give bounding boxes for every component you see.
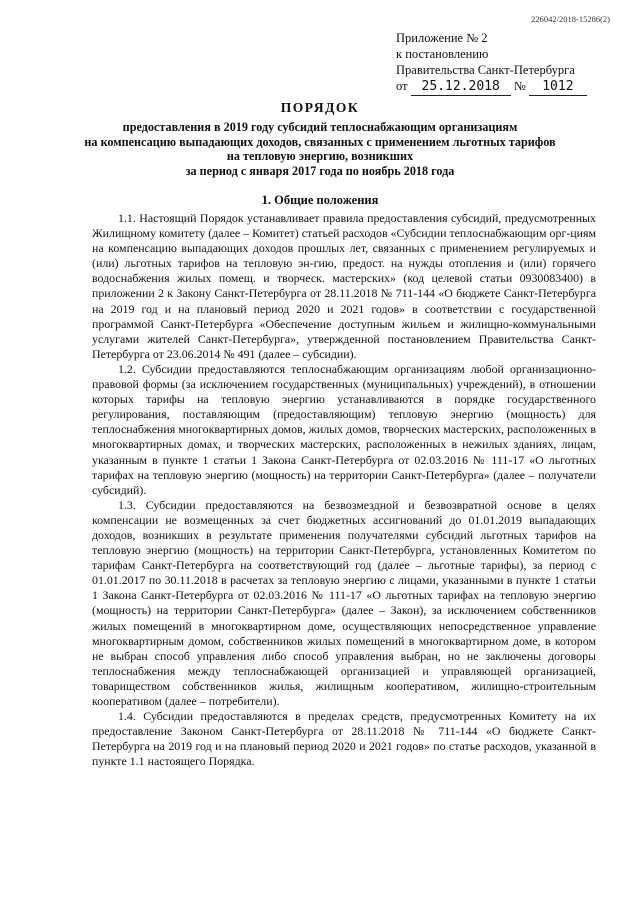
title-main: ПОРЯДОК [280, 100, 360, 115]
date-prefix: от [396, 79, 408, 93]
title-line: за период с января 2017 года по ноябрь 2018 года [185, 163, 455, 178]
approval-line-government: Правительства Санкт-Петербурга [396, 63, 575, 77]
paragraph-1-2: 1.2. Субсидии предоставляются теплоснабжающим организациям любой организационно-правовой формы (за исключением государственных (муниципальных) учреждений), в отношении которых тарифы на тепловую энергию устанавливаются в порядке государственного регулирования, поставляющим (предоставляющим) тепловую энергию (мощность) для теплоснабжения многоквартирных домов, жилых домов, творческих мастерских, расположенных в многоквартирных домах, и творческих мастерских, расположенных в нежилых зданиях, лицам, указанным в пункте 1 статьи 1 Закона Санкт-Петербурга от 02.03.2016 № 111-17 «О льготных тарифах на тепловую энергию (мощность) на территории Санкт-Петербурга» (далее – получатели субсидий). [92, 361, 596, 497]
approval-number: 1012 [529, 79, 587, 96]
section-heading: 1. Общие положения [261, 193, 379, 207]
document-registration-number: 226042/2018-15286(2) [531, 14, 610, 24]
paragraph-1-4: 1.4. Субсидии предоставляются в пределах средств, предусмотренных Комитету на их предоставление Законом Санкт-Петербурга от 28.11.2018 № 711-144 «О бюджете Санкт-Петербурга на 2019 год и на плановый период 2020 и 2021 годов» по статье расходов, указанной в пункте 1.1 настоящего Порядка. [92, 709, 596, 769]
number-sign: № [513, 79, 526, 93]
document-title [40, 100, 600, 178]
approval-date: 25.12.2018 [411, 79, 511, 96]
approval-line-appendix: Приложение № 2 [396, 31, 488, 45]
title-line: на компенсацию выпадающих доходов, связанных с применением льготных тарифов [84, 134, 556, 149]
approval-block [396, 30, 616, 96]
approval-date-row [396, 78, 616, 96]
title-line: предоставления в 2019 году субсидий теплоснабжающим организациям [122, 120, 518, 134]
paragraph-1-1: 1.1. Настоящий Порядок устанавливает правила предоставления субсидий, предусмотренных Жилищному комитету (далее – Комитет) статьей расходов «Субсидии теплоснабжающим орг-циям на компенсацию выпадающих доходов прошлых лет, связанных с применением регулируемых и (или) льготных тарифов на тепловую эн-гию, предост. на нужды отопления и (или) горячего водоснабжения жилых помещ. и творческ. мастерских» (код целевой статьи 0930083400) в приложении 2 к Закону Санкт-Петербурга от 28.11.2018 № 711-144 «О бюджете Санкт-Петербурга на 2019 год и на плановый период 2020 и 2021 годов» в соответствии с государственной программой Санкт-Петербурга «Обеспечение доступным жильем и жилищно-коммунальными услугами жителей Санкт-Петербурга», утвержденной постановлением Правительства Санкт-Петербурга от 23.06.2014 № 491 (далее – субсидии). [92, 211, 596, 361]
section-body [92, 211, 596, 769]
title-line: на тепловую энергию, возникших [226, 149, 414, 163]
approval-line-resolution: к постановлению [396, 47, 489, 61]
paragraph-1-3: 1.3. Субсидии предоставляются на безвозмездной и безвозвратной основе в целях компенсации не возмещенных за счет бюджетных ассигнований до 01.01.2019 выпадающих доходов, возникших в результате применения получателями субсидий льготных тарифов на тепловую энергию (мощность) на территории Санкт-Петербурга, установленных Комитетом по тарифам Санкт-Петербурга на соответствующий год (далее – льготные тарифы), за период с 01.01.2017 по 30.11.2018 в расчетах за тепловую энергию с лицами, указанными в пункте 1 статьи 1 Закона Санкт-Петербурга от 02.03.2016 № 111-17 «О льготных тарифах на тепловую энергию (мощность) на территории Санкт-Петербурга» (далее – Закон), за исключением собственников жилых помещений в многоквартирном доме, осуществляющих непосредственное управление многоквартирным домом, собственников жилых помещений в многоквартирном доме, в котором не выбран способ управления либо способ управления выбран, но не заключены договоры теплоснабжения между теплоснабжающей организацией и управляющей организацией, товариществом собственников жилья, жилищным кооперативом, жилищно-строительным кооперативом (далее – потребители). [92, 497, 596, 708]
